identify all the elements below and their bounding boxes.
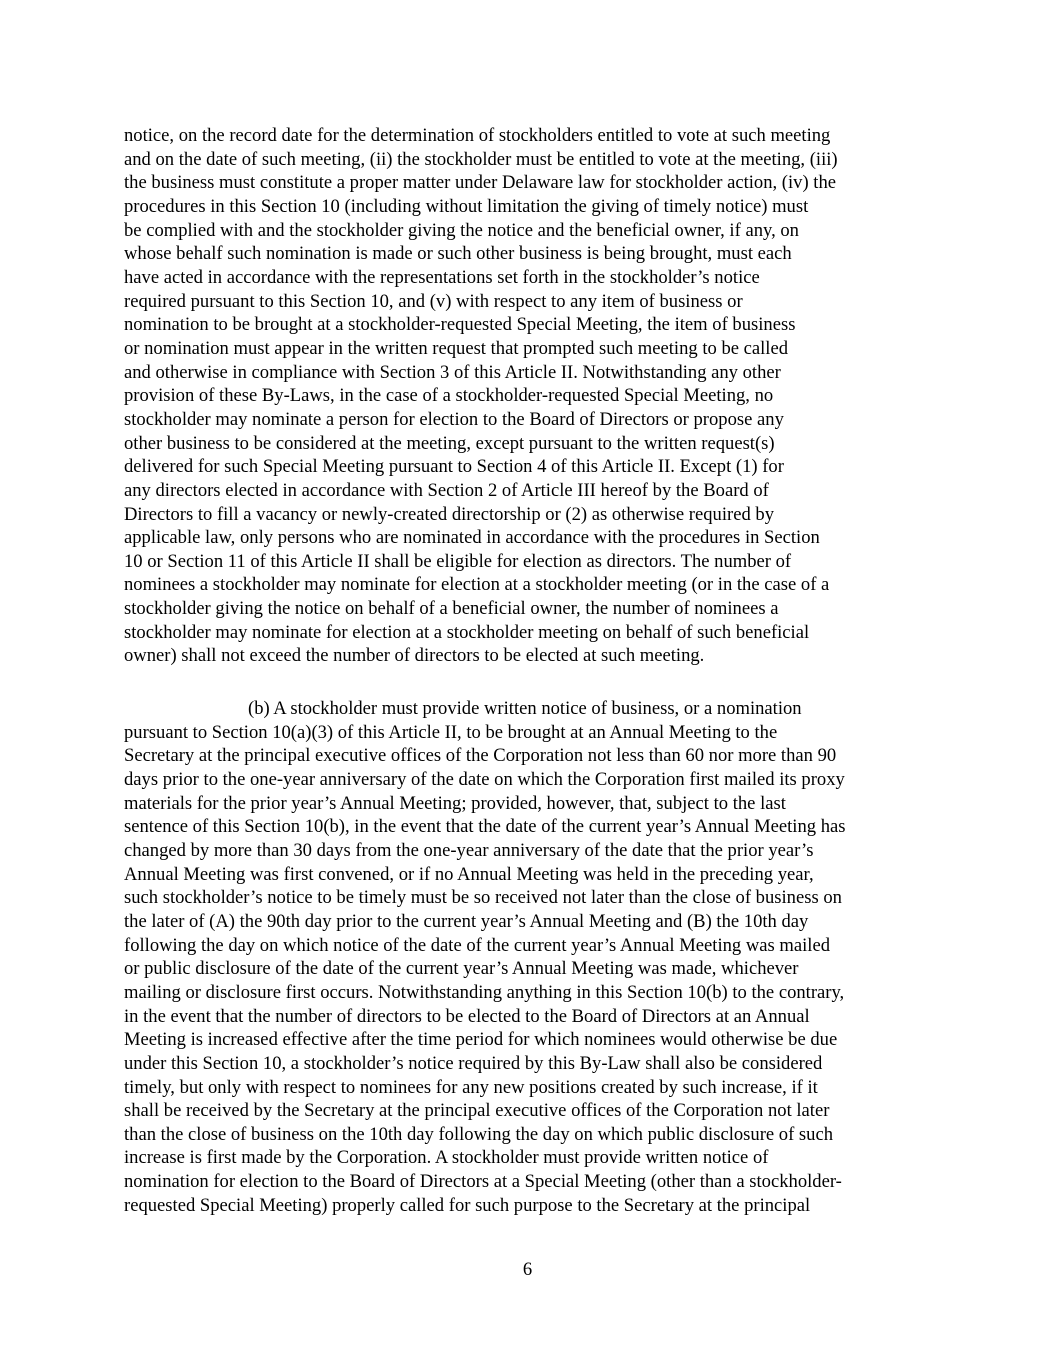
text-line: or nomination must appear in the written request that prompted such meeting to be called [124, 337, 789, 359]
text-line: and on the date of such meeting, (ii) the stockholder must be entitled to vote at the meeting, (iii) [124, 148, 838, 170]
text-line: have acted in accordance with the representations set forth in the stockholder’s notice [124, 266, 760, 288]
text-line: the business must constitute a proper matter under Delaware law for stockholder action, (iv) the [124, 172, 837, 194]
text-line: (b) A stockholder must provide written notice of business, or a nomination [248, 698, 802, 719]
text-line: stockholder may nominate a person for election to the Board of Directors or propose any [124, 408, 784, 430]
text-line: Directors to fill a vacancy or newly-created directorship or (2) as otherwise required by [124, 503, 775, 525]
text-line: nomination to be brought at a stockholder-requested Special Meeting, the item of business [124, 314, 796, 336]
text-line: in the event that the number of directors to be elected to the Board of Directors at an Annual [124, 1005, 810, 1027]
text-line: pursuant to Section 10(a)(3) of this Article II, to be brought at an Annual Meeting to the [124, 721, 778, 743]
text-line: materials for the prior year’s Annual Meeting; provided, however, that, subject to the last [124, 792, 786, 814]
text-line: days prior to the one-year anniversary of the date on which the Corporation first mailed its proxy [124, 768, 845, 790]
text-line: stockholder may nominate for election at a stockholder meeting on behalf of such beneficial [124, 621, 810, 643]
text-line: any directors elected in accordance with Section 2 of Article III hereof by the Board of [124, 479, 769, 501]
text-line: increase is first made by the Corporation. A stockholder must provide written notice of [124, 1147, 769, 1169]
text-line: sentence of this Section 10(b), in the event that the date of the current year’s Annual Meeting has [124, 816, 846, 838]
text-line: nominees a stockholder may nominate for election at a stockholder meeting (or in the case of a [124, 574, 830, 596]
text-line: procedures in this Section 10 (including without limitation the giving of timely notice) must [124, 195, 809, 217]
paragraph-section-10b [124, 697, 934, 1217]
text-line: Annual Meeting was first convened, or if no Annual Meeting was held in the preceding year, [124, 863, 814, 885]
text-line: notice, on the record date for the determination of stockholders entitled to vote at such meeting [124, 125, 831, 146]
text-line: provision of these By-Laws, in the case of a stockholder-requested Special Meeting, no [124, 385, 774, 407]
text-line: and otherwise in compliance with Section 3 of this Article II. Notwithstanding any other [124, 361, 781, 383]
text-line: under this Section 10, a stockholder’s notice required by this By-Law shall also be considered [124, 1052, 823, 1074]
text-line: shall be received by the Secretary at the principal executive offices of the Corporation not later [124, 1100, 830, 1122]
text-line: nomination for election to the Board of Directors at a Special Meeting (other than a stockholder- [124, 1171, 842, 1193]
text-line: be complied with and the stockholder giving the notice and the beneficial owner, if any, on [124, 219, 799, 241]
text-line: timely, but only with respect to nominees for any new positions created by such increase, if it [124, 1076, 818, 1098]
text-line: required pursuant to this Section 10, and (v) with respect to any item of business or [124, 290, 743, 312]
text-line: delivered for such Special Meeting pursuant to Section 4 of this Article II. Except (1) for [124, 456, 784, 478]
text-line: changed by more than 30 days from the one-year anniversary of the date that the prior year’s [124, 839, 814, 861]
text-line: owner) shall not exceed the number of directors to be elected at such meeting. [124, 645, 705, 667]
text-line: such stockholder’s notice to be timely must be so received not later than the close of business on [124, 887, 842, 909]
paragraph-continuation [124, 124, 934, 668]
text-line: applicable law, only persons who are nominated in accordance with the procedures in Section [124, 527, 820, 549]
text-line: mailing or disclosure first occurs. Notwithstanding anything in this Section 10(b) to the contrary, [124, 981, 845, 1003]
text-line: Meeting is increased effective after the time period for which nominees would otherwise be due [124, 1029, 838, 1051]
text-line: other business to be considered at the meeting, except pursuant to the written request(s) [124, 432, 775, 454]
text-line: 10 or Section 11 of this Article II shall be eligible for election as directors. The number of [124, 550, 792, 572]
text-line: requested Special Meeting) properly called for such purpose to the Secretary at the principal [124, 1194, 811, 1216]
text-line: Secretary at the principal executive offices of the Corporation not less than 60 nor more than 90 [124, 745, 837, 767]
page-number: 6 [522, 1259, 533, 1280]
text-line: than the close of business on the 10th day following the day on which public disclosure of such [124, 1123, 834, 1145]
text-line: stockholder giving the notice on behalf of a beneficial owner, the number of nominees a [124, 598, 779, 620]
text-line: following the day on which notice of the date of the current year’s Annual Meeting was mailed [124, 934, 831, 956]
text-line: or public disclosure of the date of the current year’s Annual Meeting was made, whichever [124, 958, 799, 980]
text-line: whose behalf such nomination is made or such other business is being brought, must each [124, 243, 792, 265]
text-line: the later of (A) the 90th day prior to the current year’s Annual Meeting and (B) the 10th day [124, 910, 809, 932]
